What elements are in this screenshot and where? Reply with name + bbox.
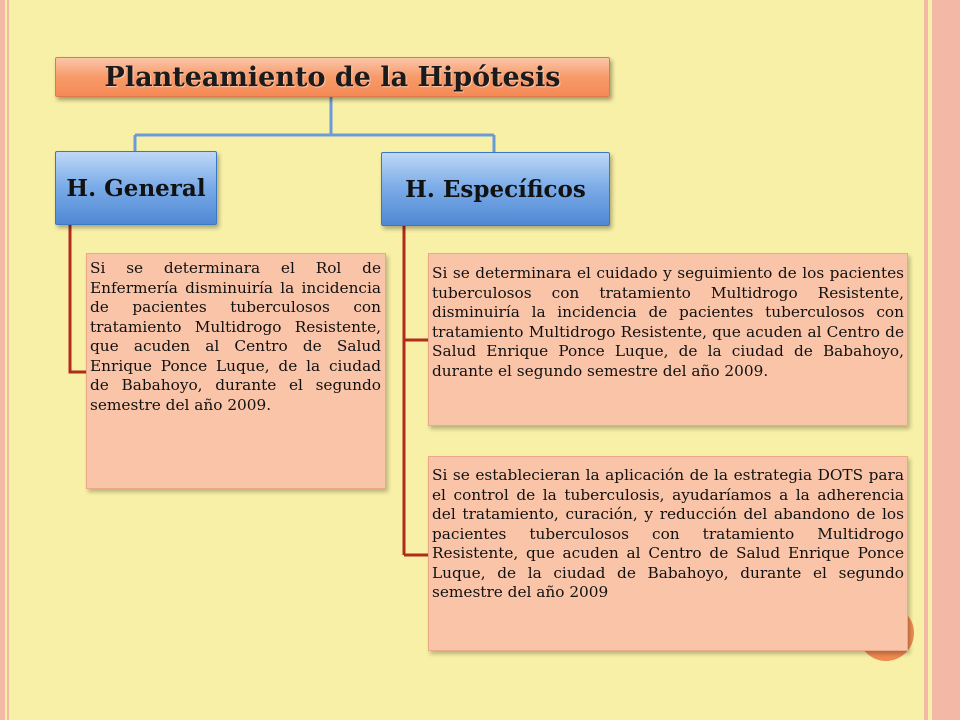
title-connectors: [135, 96, 494, 152]
general-hypothesis-text: Si se determinara el Rol de Enfermería disminuiría la incidencia de pacientes tuberculosos con tratamiento Multidrogo Resistente, que acuden al Centro de Salud Enrique Ponce Luque, de la ciudad de Babahoyo, durante el segundo semestre del año 2009.: [86, 253, 386, 489]
diagram-title: Planteamiento de la Hipótesis: [55, 57, 610, 97]
node-hypothesis-general: [55, 151, 217, 225]
node-especificos-label: H. Específicos: [405, 175, 586, 203]
specific-hypothesis-2-text: Si se establecieran la aplicación de la estrategia DOTS para el control de la tuberculosis, ayudaríamos a la adherencia del tratamiento, curación, y reducción del abandono de los pacientes tuberculosos con tratamiento Multidrogo Resistente, que acuden al Centro de Salud Enrique Ponce Luque, de la ciudad de Babahoyo, durante el segundo semestre del año 2009: [428, 456, 908, 651]
specific-hypothesis-1-text: Si se determinara el cuidado y seguimiento de los pacientes tuberculosos con tratamiento Multidrogo Resistente, disminuiría la incidencia de pacientes tuberculosos con tratamiento Multidrogo Resistente, que acuden al Centro de Salud Enrique Ponce Luque, de la ciudad de Babahoyo, durante el segundo semestre del año 2009.: [428, 253, 908, 426]
general-item-connector: [70, 224, 87, 372]
node-hypothesis-specific: [381, 152, 610, 226]
node-general-label: H. General: [66, 174, 206, 202]
